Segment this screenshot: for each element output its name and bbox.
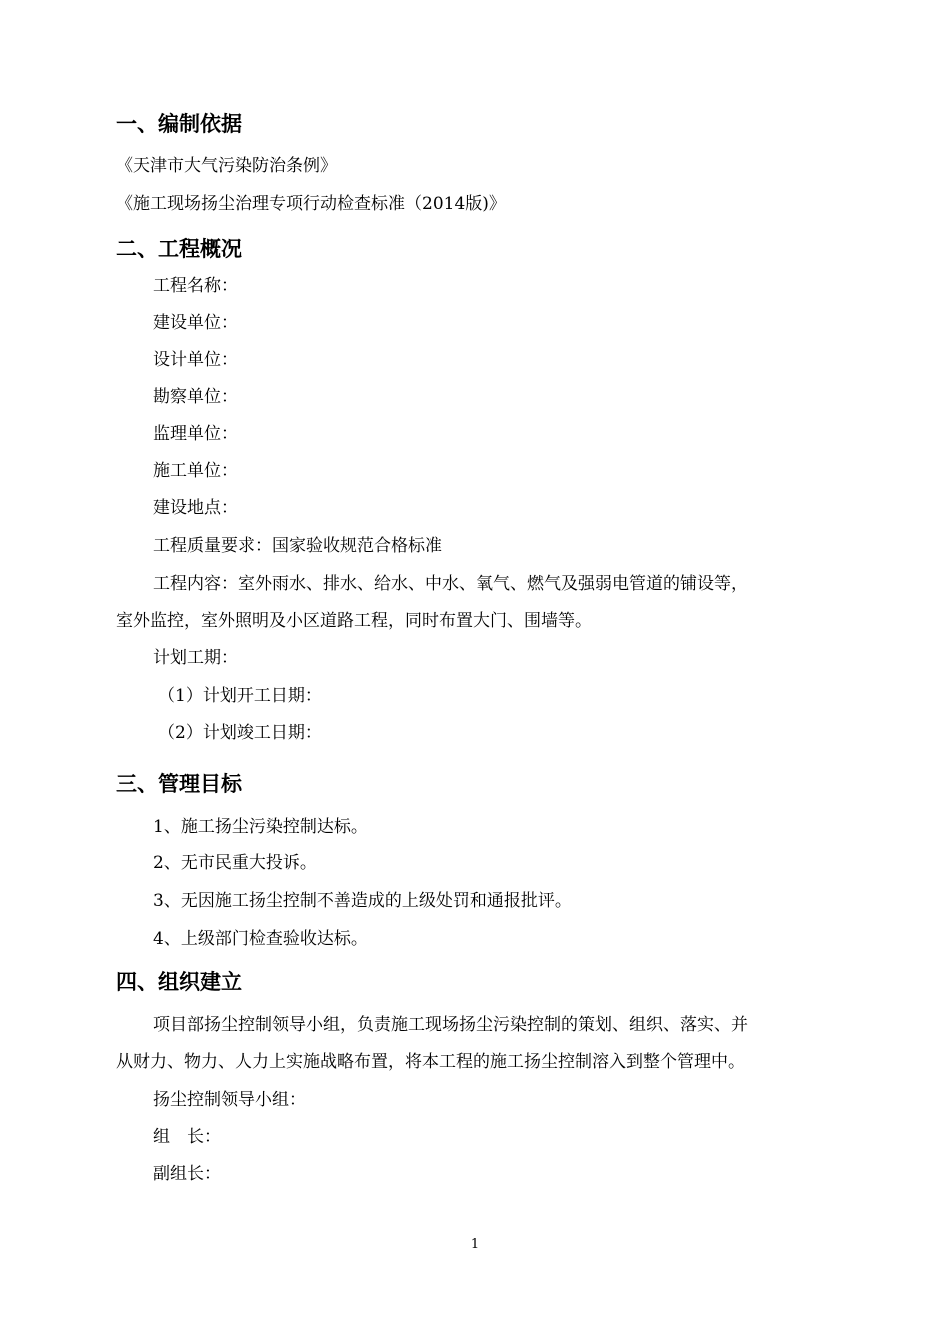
field-designer: 设计单位： xyxy=(153,350,238,370)
field-start-date: （1）计划开工日期： xyxy=(158,686,322,706)
field-surveyor: 勘察单位： xyxy=(153,387,238,407)
basis-item: 《施工现场扬尘治理专项行动检查标准（2014版)》 xyxy=(116,194,506,214)
field-project-name: 工程名称： xyxy=(153,276,238,296)
goal-item: 4、上级部门检查验收达标。 xyxy=(153,929,368,949)
basis-item: 《天津市大气污染防治条例》 xyxy=(116,156,337,176)
deputy-leader-label: 副组长： xyxy=(153,1164,221,1184)
org-para-line-1: 项目部扬尘控制领导小组，负责施工现场扬尘污染控制的策划、组织、落实、并 xyxy=(153,1015,748,1035)
section-heading-goals: 三、管理目标 xyxy=(116,772,242,796)
section-heading-basis: 一、编制依据 xyxy=(116,112,242,136)
field-owner: 建设单位： xyxy=(153,313,238,333)
section-heading-overview: 二、工程概况 xyxy=(116,237,242,261)
org-para-line-2: 从财力、物力、人力上实施战略布置，将本工程的施工扬尘控制溶入到整个管理中。 xyxy=(116,1052,745,1072)
field-location: 建设地点： xyxy=(153,498,238,518)
field-end-date: （2）计划竣工日期： xyxy=(158,723,322,743)
field-contractor: 施工单位： xyxy=(153,461,238,481)
content-line-1: 工程内容：室外雨水、排水、给水、中水、氧气、燃气及强弱电管道的铺设等， xyxy=(153,574,748,594)
page-number: 1 xyxy=(470,1237,480,1252)
field-schedule: 计划工期： xyxy=(153,648,238,668)
leader-label: 组 长： xyxy=(153,1127,221,1147)
goal-item: 2、无市民重大投诉。 xyxy=(153,853,317,873)
section-heading-organization: 四、组织建立 xyxy=(116,970,242,994)
field-quality: 工程质量要求：国家验收规范合格标准 xyxy=(153,536,442,556)
goal-item: 1、施工扬尘污染控制达标。 xyxy=(153,817,368,837)
content-line-2: 室外监控，室外照明及小区道路工程，同时布置大门、围墙等。 xyxy=(116,611,592,631)
goal-item: 3、无因施工扬尘控制不善造成的上级处罚和通报批评。 xyxy=(153,891,572,911)
field-supervisor: 监理单位： xyxy=(153,424,238,444)
group-label: 扬尘控制领导小组： xyxy=(153,1090,306,1110)
